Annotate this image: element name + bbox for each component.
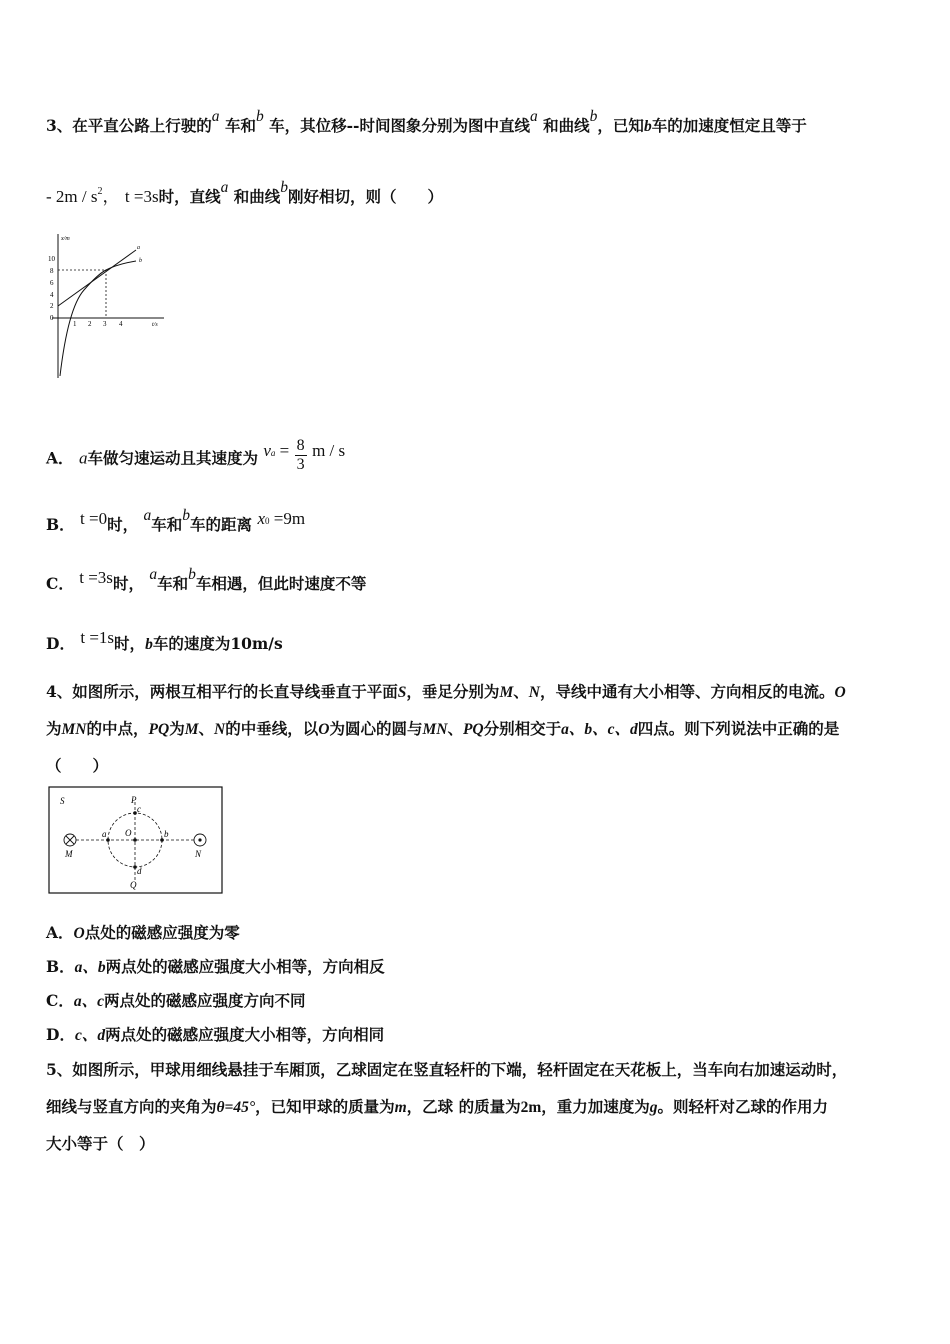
label-p: P xyxy=(131,795,137,805)
y-tick-label: 4 xyxy=(50,291,54,299)
q4-option-c[interactable]: C．a、c两点处的磁感应强度方向不同 xyxy=(46,991,306,1010)
q3-stem-line2: - $2m / s^2$， t =3s时，直线a 和曲线b刚好相切，则（ ） xyxy=(46,179,444,206)
label-s: S xyxy=(60,796,65,806)
label-o: O xyxy=(125,828,132,838)
q3-stem-line1: 3、在平直公路上行驶的a 车和b 车，其位移--时间图象分别为图中直线a 和曲线b，已知b车的加速度恒定且等于 xyxy=(46,108,807,135)
point-o xyxy=(133,838,137,842)
label-d: d xyxy=(137,866,142,876)
q4-option-d[interactable]: D．c、d两点处的磁感应强度大小相等，方向相同 xyxy=(46,1025,385,1044)
line-a xyxy=(58,250,136,306)
x-tick-label: 1 xyxy=(73,320,77,328)
q4-option-a[interactable]: A．O点处的磁感应强度为零 xyxy=(46,923,240,942)
x-tick-label: 4 xyxy=(119,320,123,328)
q5-stem-line3: 大小等于（ ） xyxy=(46,1134,155,1153)
q4-figure xyxy=(48,786,224,896)
label-q: Q xyxy=(130,880,137,890)
q3-xt-graph xyxy=(44,228,174,383)
x-axis-label: t/s xyxy=(152,322,158,328)
y-axis-label: x/m xyxy=(61,236,70,242)
label-m: M xyxy=(65,849,73,859)
q4-stem-line2: 为MN的中点，PQ为M、N的中垂线，以O为圆心的圆与MN、PQ分别相交于a、b、c、d四点。则下列说法中正确的是 xyxy=(46,719,840,738)
y-tick-label: 10 xyxy=(48,255,55,263)
q5-stem-line1: 5、如图所示，甲球用细线悬挂于车厢顶，乙球固定在竖直轻杆的下端，轻杆固定在天花板上，当车向右加速运动时， xyxy=(46,1060,848,1079)
label-c: c xyxy=(137,804,141,814)
label-b: b xyxy=(164,829,169,839)
label-a: a xyxy=(102,829,107,839)
y-tick-label: 6 xyxy=(50,279,54,287)
x-tick-label: 3 xyxy=(103,320,107,328)
x-tick-label: 2 xyxy=(88,320,92,328)
curve-b-label: b xyxy=(139,258,142,264)
q3-option-b[interactable]: B． t =0时， a车和b车的距离 x0 =9m xyxy=(46,507,306,534)
line-a-label: a xyxy=(137,245,140,251)
q4-stem-line3: （ ） xyxy=(46,756,109,775)
q4-stem-line1: 4、如图所示，两根互相平行的长直导线垂直于平面S，垂足分别为M、N，导线中通有大小相等、方向相反的电流。O xyxy=(46,682,846,701)
q5-stem-line2: 细线与竖直方向的夹角为θ=45°，已知甲球的质量为m，乙球 的质量为2m，重力加速度为g。则轻杆对乙球的作用力 xyxy=(46,1097,829,1116)
y-tick-label: 0 xyxy=(50,314,54,322)
label-n: N xyxy=(195,849,202,859)
point-a xyxy=(106,838,110,842)
y-tick-label: 8 xyxy=(50,267,54,275)
q4-option-b[interactable]: B．a、b两点处的磁感应强度大小相等，方向相反 xyxy=(46,957,385,976)
y-tick-label: 2 xyxy=(50,302,54,310)
dot-mark xyxy=(198,838,201,841)
q3-option-c[interactable]: C． t =3s时， a车和b车相遇，但此时速度不等 xyxy=(46,566,367,593)
q3-option-d[interactable]: D． t =1s时，b车的速度为10m/s xyxy=(46,628,283,653)
q3-option-a[interactable]: A． a车做匀速运动且其速度为 va = $\frac{8}{3}$ m / s xyxy=(46,437,346,473)
